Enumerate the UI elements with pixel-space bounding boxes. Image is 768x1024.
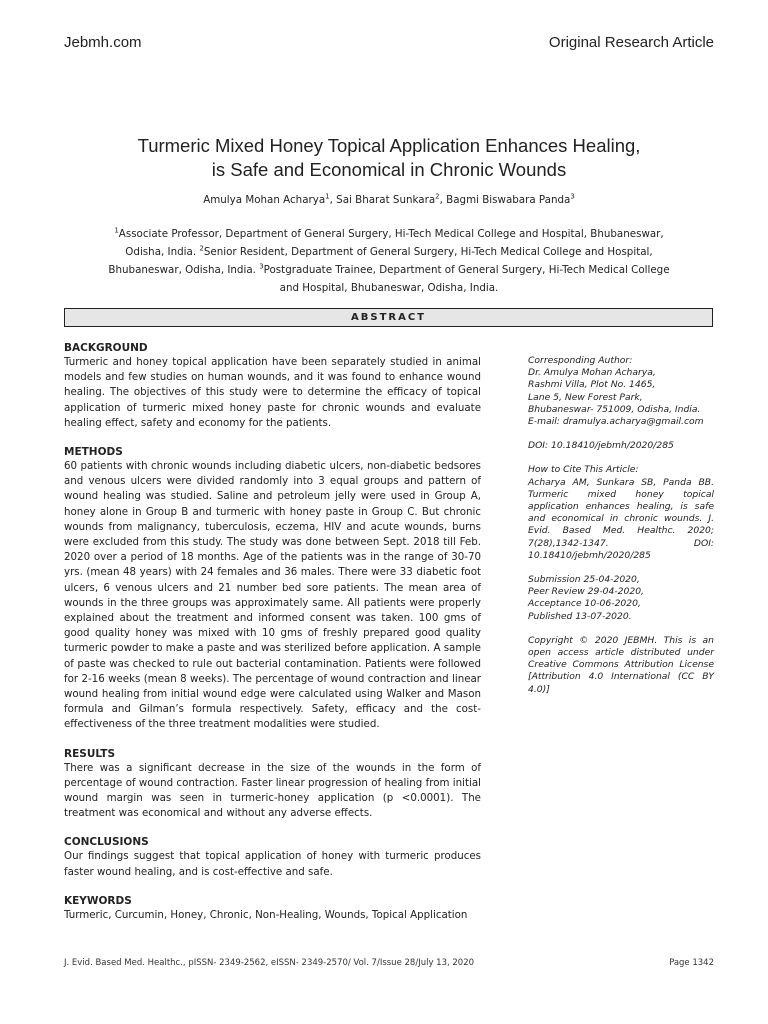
date-line: Acceptance 10-06-2020, <box>528 598 641 610</box>
section-heading: METHODS <box>64 446 123 459</box>
author-sep: , <box>329 194 337 206</box>
section-background <box>64 341 481 431</box>
journal-site: Jebmh.com <box>64 34 142 51</box>
title-line-1: Turmeric Mixed Honey Topical Application Enhances Healing, <box>137 135 641 156</box>
section-heading: RESULTS <box>64 747 116 760</box>
author-name: Bagmi Biswabara Panda <box>446 194 571 206</box>
section-conclusions <box>64 835 481 879</box>
author-sup: 3 <box>570 192 575 201</box>
affil-text: Associate Professor, Department of General Surgery, Hi-Tech Medical College and Hospital, Bhubaneswar, Odisha, India. <box>118 228 664 258</box>
affil-sup: 1 <box>114 226 119 235</box>
section-results <box>64 747 481 822</box>
address-line: Lane 5, New Forest Park, <box>528 391 643 403</box>
section-text: Turmeric, Curcumin, Honey, Chronic, Non-Healing, Wounds, Topical Application <box>64 908 468 921</box>
doi-link[interactable]: DOI: 10.18410/jebmh/2020/285 <box>528 440 674 452</box>
section-methods <box>64 445 481 733</box>
section-text: Turmeric and honey topical application have been separately studied in animal models and few studies on human wounds, and it was found to enhance wound healing. The objectives of this study were to determine the efficacy of topical application of turmeric mixed honey paste for chronic wounds and evaluate healing effect, safety and economy for the patients. <box>64 356 481 429</box>
section-text: Our findings suggest that topical application of honey with turmeric produces faster wound healing, and is cost-effective and safe. <box>64 850 481 878</box>
corresponding-label: Corresponding Author: <box>528 355 633 366</box>
author-name: Sai Bharat Sunkara <box>336 194 436 206</box>
date-line: Submission 25-04-2020, <box>528 574 640 586</box>
email-link[interactable]: E-mail: dramulya.acharya@gmail.com <box>528 416 704 428</box>
author-sup: 2 <box>435 192 440 201</box>
address-line: Rashmi Villa, Plot No. 1465, <box>528 379 656 391</box>
affiliations <box>100 225 678 297</box>
author-list <box>64 193 714 207</box>
corresponding-author <box>528 355 714 428</box>
author-name: Amulya Mohan Acharya <box>203 194 326 206</box>
author-sep: , <box>439 194 447 206</box>
corresponding-name: Dr. Amulya Mohan Acharya, <box>528 367 656 379</box>
copyright-notice: Copyright © 2020 JEBMH. This is an open access article distributed under Creative Commons Attribution License [Attribution 4.0 International (CC BY 4.0)] <box>528 634 714 695</box>
abstract-body <box>64 341 481 937</box>
footer-citation: J. Evid. Based Med. Healthc., pISSN- 2349-2562, eISSN- 2349-2570/ Vol. 7/Issue 28/July 13, 2020 <box>64 958 475 968</box>
article-dates <box>528 574 714 623</box>
cite-label: How to Cite This Article: <box>528 464 639 476</box>
date-line: Published 13-07-2020. <box>528 610 632 622</box>
affil-sup: 3 <box>259 262 264 271</box>
address-line: Bhubaneswar- 751009, Odisha, India. <box>528 403 701 415</box>
article-sidebar <box>528 355 714 708</box>
cite-text: Acharya AM, Sunkara SB, Panda BB. Turmeric mixed honey topical application enhances healing, is safe and economical in chronic wounds. J. Evid. Based Med. Healthc. 2020; 7(28),1342-1347. DOI: 10.18410/jebmh/2020/285 <box>528 476 714 561</box>
section-keywords <box>64 894 481 923</box>
section-text: 60 patients with chronic wounds including diabetic ulcers, non-diabetic bedsores and venous ulcers were divided randomly into 3 equal groups and pattern of wound healing was studied. Saline and petroleum jelly were used in Group A, honey alone in Group B and turmeric with honey paste in Group C. But chronic wounds from malignancy, tuberculosis, eczema, HIV and acute wounds, burns were excluded from this study. The study was done between Sept. 2018 till Feb. 2020 over a period of 18 months. Age of the patients was in the range of 30-70 yrs. (mean 48 years) with 24 females and 36 males. There were 33 diabetic foot ulcers, 6 venous ulcers and 21 number bed sore patients. The mean area of wounds in the three groups was approximately same. All patients were properly explained about the treatment and informed consent was taken. 100 gms of good quality honey was mixed with 10 gms of freshly prepared good quality turmeric powder to make a paste and was sterilized before application. A sample of paste was checked to rule out bacterial contamination. Patients were followed for 2-16 weeks (mean 8 weeks). The percentage of wound contraction and linear wound healing from initial wound edge were calculated using Walker and Mason formula and Gilman’s formula respectively. Safety, efficacy and the cost-effectiveness of the three treatment modalities were studied. <box>64 460 481 731</box>
section-heading: KEYWORDS <box>64 894 132 907</box>
abstract-banner: ABSTRACT <box>64 308 713 327</box>
date-line: Peer Review 29-04-2020, <box>528 586 644 598</box>
page-number: Page 1342 <box>669 958 714 968</box>
section-text: There was a significant decrease in the size of the wounds in the form of percentage of wound contraction. Faster linear progression of healing from initial wound margin was seen in turmeric-honey application (p <0.0001). The treatment was economical and without any adverse effects. <box>64 761 481 820</box>
author-sup: 1 <box>325 192 330 201</box>
how-to-cite <box>528 464 714 562</box>
paper-title <box>64 134 714 182</box>
section-heading: BACKGROUND <box>64 342 148 354</box>
article-type: Original Research Article <box>548 34 714 51</box>
affil-text: Postgraduate Trainee, Department of General Surgery, Hi-Tech Medical College and Hospital, Bhubaneswar, Odisha, India. <box>263 264 670 294</box>
affil-sup: 2 <box>199 244 204 253</box>
section-heading: CONCLUSIONS <box>64 836 149 849</box>
title-line-2: is Safe and Economical in Chronic Wounds <box>211 159 567 180</box>
affil-text: Senior Resident, Department of General Surgery, Hi-Tech Medical College and Hospital, Bhubaneswar, Odisha, India. <box>108 246 653 276</box>
